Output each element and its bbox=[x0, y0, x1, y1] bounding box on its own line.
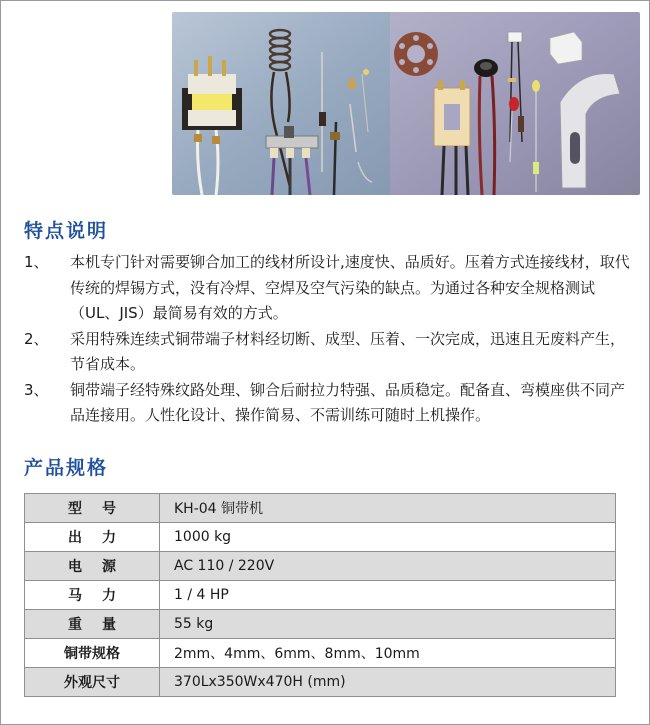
spec-label: 重量 bbox=[25, 610, 160, 639]
features-title: 特点说明 bbox=[24, 220, 109, 242]
spec-value: 1000 kg bbox=[160, 523, 616, 552]
feature-number: 1、 bbox=[24, 253, 49, 271]
product-photo-transformer-switch bbox=[172, 12, 422, 195]
spec-value: 1 / 4 HP bbox=[160, 581, 616, 610]
spec-label: 型号 bbox=[25, 494, 160, 523]
spec-label: 电源 bbox=[25, 552, 160, 581]
product-photo-terminals bbox=[390, 12, 640, 195]
spec-label: 外观尺寸 bbox=[25, 668, 160, 697]
feature-text: 本机专门针对需要铆合加工的线材所设计,速度快、品质好。压着方式连接线材，取代传统的焊锡方式，没有冷焊、空焊及空气污染的缺点。为通过各种安全规格测试（UL、JIS）最简易有效的方式。 bbox=[70, 253, 630, 322]
feature-item bbox=[24, 378, 636, 429]
spec-label: 出力 bbox=[25, 523, 160, 552]
spec-label: 马力 bbox=[25, 581, 160, 610]
feature-text: 采用特殊连续式铜带端子材料经切断、成型、压着、一次完成，迅速且无废料产生，节省成本。 bbox=[70, 329, 626, 373]
spec-value: AC 110 / 220V bbox=[160, 552, 616, 581]
feature-item bbox=[24, 250, 636, 327]
table-row bbox=[25, 552, 616, 581]
table-row bbox=[25, 639, 616, 668]
spec-value: KH-04 铜带机 bbox=[160, 494, 616, 523]
spec-label: 铜带规格 bbox=[25, 639, 160, 668]
features-list bbox=[24, 250, 636, 429]
specs-title: 产品规格 bbox=[24, 457, 109, 479]
table-row bbox=[25, 610, 616, 639]
feature-number: 3、 bbox=[24, 380, 49, 399]
table-row bbox=[25, 668, 616, 697]
spec-table bbox=[24, 493, 616, 697]
feature-number: 2、 bbox=[24, 329, 49, 348]
feature-text: 铜带端子经特殊纹路处理、铆合后耐拉力特强、品质稳定。配备直、弯模座供不同产品连接用。人性化设计、操作简易、不需训练可随时上机操作。 bbox=[70, 380, 626, 424]
spec-value: 2mm、4mm、6mm、8mm、10mm bbox=[160, 639, 616, 668]
spec-value: 55 kg bbox=[160, 610, 616, 639]
table-row bbox=[25, 494, 616, 523]
table-row bbox=[25, 523, 616, 552]
table-row bbox=[25, 581, 616, 610]
spec-value: 370Lx350Wx470H (mm) bbox=[160, 668, 616, 697]
feature-item bbox=[24, 327, 636, 378]
